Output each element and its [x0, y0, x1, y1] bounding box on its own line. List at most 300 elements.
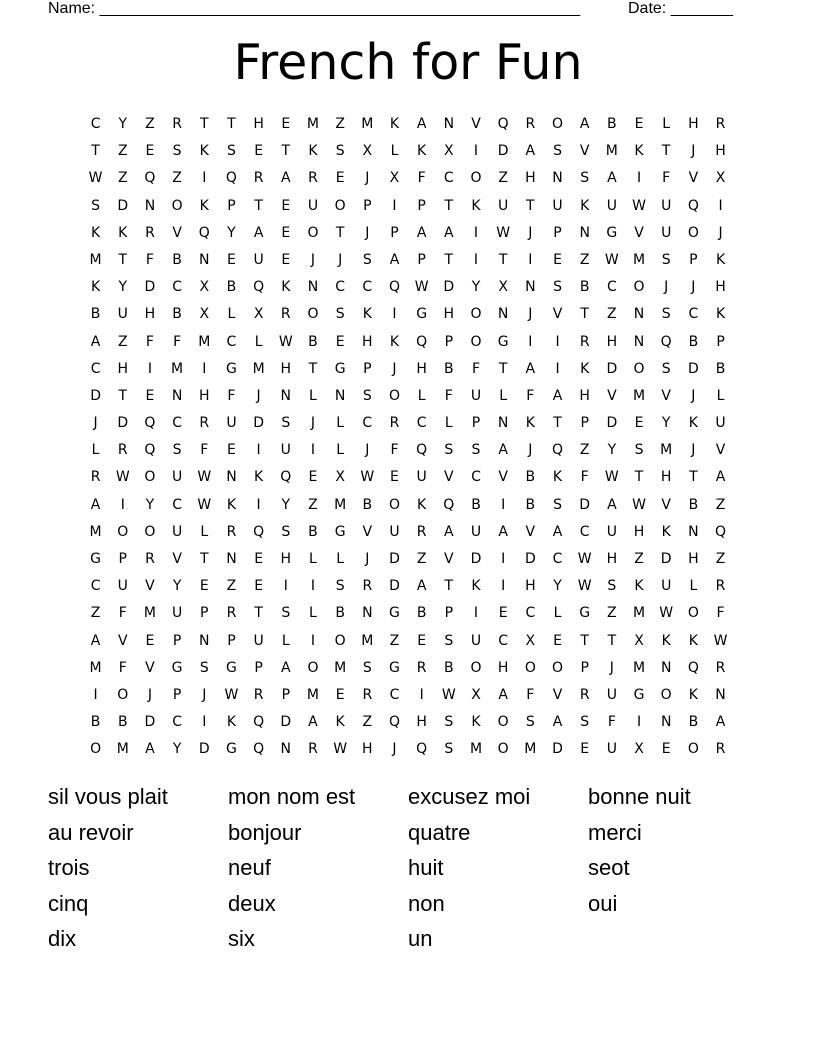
grid-letter: F [662, 170, 671, 187]
grid-letter: J [202, 686, 207, 703]
grid-row [82, 111, 734, 138]
grid-letter: S [471, 442, 481, 459]
grid-letter: K [417, 143, 427, 160]
grid-letter: U [307, 197, 319, 214]
grid-letter: X [253, 306, 264, 323]
grid-letter: R [90, 469, 101, 486]
grid-letter: D [579, 496, 591, 513]
word-list-item: excusez moi [408, 784, 531, 809]
grid-letter: X [634, 632, 644, 649]
grid-letter: R [362, 686, 373, 703]
grid-letter: A [253, 224, 264, 241]
grid-letter: D [144, 279, 156, 296]
grid-letter: K [471, 714, 481, 731]
grid-letter: G [171, 659, 183, 676]
grid-letter: L [390, 143, 399, 160]
grid-letter: Q [253, 279, 265, 296]
grid-letter: E [199, 578, 209, 595]
grid-letter: S [580, 170, 590, 187]
grid-letter: F [607, 714, 616, 731]
grid-letter: C [90, 578, 101, 595]
grid-letter: N [226, 469, 237, 486]
grid-letter: O [90, 741, 102, 758]
grid-letter: O [307, 306, 319, 323]
grid-letter: T [526, 197, 535, 214]
grid-letter: G [579, 605, 591, 622]
grid-letter: C [498, 632, 509, 649]
grid-letter: K [471, 197, 481, 214]
grid-letter: G [497, 333, 509, 350]
grid-letter: O [470, 170, 482, 187]
grid-letter: E [553, 632, 562, 649]
grid-row [82, 383, 734, 410]
word-list-item: au revoir [48, 819, 134, 845]
grid-letter: I [202, 170, 207, 187]
grid-letter: I [147, 360, 152, 377]
grid-letter: E [580, 741, 590, 758]
grid-letter: D [144, 714, 156, 731]
grid-letter: I [528, 251, 533, 268]
grid-letter: N [660, 659, 672, 676]
grid-letter: A [90, 632, 101, 649]
grid-letter: I [392, 197, 397, 214]
grid-letter: L [254, 333, 263, 350]
grid-letter: T [118, 251, 128, 268]
grid-letter: S [661, 251, 671, 268]
grid-letter: A [552, 523, 563, 540]
grid-row [82, 410, 734, 437]
grid-letter: E [254, 578, 264, 595]
grid-letter: U [661, 197, 672, 214]
grid-letter: K [634, 143, 644, 160]
grid-letter: T [308, 360, 318, 377]
word-search-grid [82, 111, 734, 764]
grid-letter: V [172, 551, 182, 567]
grid-letter: U [253, 632, 264, 649]
grid-row [82, 546, 734, 573]
grid-letter: S [444, 442, 454, 459]
grid-letter: I [473, 251, 479, 268]
grid-letter: H [144, 306, 156, 323]
grid-letter: Z [715, 551, 726, 567]
grid-letter: K [552, 469, 563, 486]
grid-letter: I [283, 578, 288, 595]
grid-letter: P [390, 224, 399, 241]
grid-letter: I [636, 714, 642, 731]
grid-letter: N [280, 741, 292, 758]
grid-letter: G [334, 360, 346, 377]
grid-letter: S [362, 659, 372, 676]
grid-letter: R [579, 333, 590, 350]
grid-letter: C [416, 415, 427, 432]
grid-letter: N [552, 170, 563, 187]
grid-letter: O [687, 741, 699, 758]
grid-letter: Z [117, 143, 128, 160]
grid-letter: J [664, 279, 669, 296]
grid-letter: S [444, 632, 454, 649]
grid-letter: U [661, 224, 672, 241]
grid-letter: X [335, 469, 345, 486]
grid-letter: C [335, 279, 346, 296]
grid-letter: S [281, 605, 291, 622]
grid-letter: C [362, 279, 373, 296]
grid-letter: N [171, 387, 183, 404]
grid-letter: I [202, 360, 207, 377]
grid-letter: W [441, 686, 456, 703]
grid-letter: K [281, 279, 291, 296]
grid-letter: O [551, 659, 564, 676]
grid-letter: V [552, 306, 563, 323]
grid-letter: R [362, 578, 373, 595]
date-field-label: Date: _______ [628, 0, 733, 17]
grid-letter: J [691, 442, 696, 459]
grid-letter: K [199, 143, 209, 160]
grid-letter: U [470, 523, 482, 540]
grid-letter: A [444, 224, 454, 241]
grid-letter: C [579, 523, 590, 540]
word-list-item: quatre [408, 819, 471, 845]
grid-letter: R [308, 741, 318, 758]
grid-letter: T [91, 143, 100, 160]
grid-letter: E [145, 632, 155, 649]
grid-letter: Q [280, 469, 292, 486]
grid-letter: G [90, 551, 102, 567]
grid-letter: J [256, 387, 261, 404]
grid-letter: B [90, 714, 101, 731]
grid-letter: O [687, 224, 699, 241]
grid-letter: H [606, 333, 618, 350]
grid-letter: P [227, 197, 236, 214]
grid-row [82, 220, 734, 247]
grid-letter: D [660, 551, 672, 567]
grid-letter: C [226, 333, 237, 350]
grid-letter: K [471, 578, 481, 595]
grid-letter: S [525, 714, 535, 731]
grid-letter: R [253, 686, 264, 703]
grid-letter: L [309, 605, 317, 622]
grid-letter: B [444, 360, 454, 377]
grid-letter: T [607, 632, 617, 649]
grid-letter: P [553, 224, 562, 241]
grid-letter: N [660, 714, 672, 731]
grid-letter: R [308, 170, 318, 187]
grid-letter: B [579, 279, 590, 296]
grid-letter: A [498, 523, 508, 540]
grid-letter: Z [308, 496, 318, 513]
grid-letter: A [498, 686, 508, 703]
grid-letter: O [633, 279, 645, 296]
grid-letter: M [143, 605, 156, 622]
grid-letter: T [254, 197, 263, 214]
grid-letter: C [443, 170, 454, 187]
grid-letter: C [90, 116, 101, 132]
grid-letter: L [309, 387, 317, 404]
grid-letter: W [360, 469, 375, 486]
grid-letter: F [417, 170, 426, 187]
name-field-label: Name: ______________________________________________________ [48, 0, 581, 17]
grid-letter: R [715, 741, 726, 758]
grid-letter: D [606, 415, 618, 432]
word-list-item: sil vous plait [48, 784, 168, 809]
grid-letter: S [172, 143, 182, 160]
grid-letter: Z [90, 605, 101, 622]
grid-letter: V [661, 387, 671, 404]
grid-letter: I [528, 333, 533, 350]
grid-letter: O [307, 659, 319, 676]
word-list-item: merci [588, 819, 642, 845]
header [48, 0, 748, 20]
grid-letter: R [715, 659, 726, 676]
grid-letter: G [334, 523, 346, 540]
grid-letter: D [389, 578, 400, 595]
grid-letter: W [713, 632, 728, 649]
grid-letter: G [633, 686, 645, 703]
grid-letter: N [497, 306, 509, 323]
grid-letter: L [444, 415, 453, 432]
grid-letter: G [226, 741, 237, 758]
grid-letter: M [306, 686, 319, 703]
grid-letter: T [580, 306, 589, 323]
grid-letter: I [473, 143, 479, 160]
grid-letter: U [498, 197, 509, 214]
grid-letter: Z [389, 632, 400, 649]
grid-letter: K [90, 279, 101, 296]
grid-letter: H [525, 170, 536, 187]
word-list-item: six [228, 926, 255, 951]
grid-letter: B [335, 605, 345, 622]
grid-letter: U [171, 605, 183, 622]
grid-letter: I [310, 632, 316, 649]
grid-letter: O [470, 659, 482, 676]
grid-letter: Q [416, 442, 428, 459]
grid-letter: V [362, 523, 373, 540]
grid-letter: V [688, 170, 699, 187]
grid-letter: J [691, 387, 696, 404]
grid-letter: F [526, 387, 535, 404]
grid-letter: S [634, 442, 644, 459]
grid-letter: O [524, 659, 536, 676]
grid-letter: B [688, 496, 699, 513]
grid-letter: N [688, 523, 699, 540]
grid-letter: S [281, 415, 291, 432]
grid-letter: M [171, 360, 184, 377]
grid-letter: D [524, 551, 536, 567]
grid-letter: B [715, 360, 726, 377]
grid-letter: J [528, 306, 533, 323]
grid-letter: B [308, 523, 318, 540]
grid-letter: A [607, 496, 617, 513]
grid-letter: C [525, 605, 536, 622]
grid-letter: U [171, 523, 183, 540]
grid-row [82, 682, 734, 709]
grid-letter: H [117, 360, 129, 377]
grid-letter: U [470, 387, 482, 404]
grid-letter: W [333, 741, 348, 758]
grid-letter: V [579, 143, 590, 160]
grid-row [82, 709, 734, 736]
grid-letter: K [661, 523, 671, 540]
grid-letter: D [253, 415, 264, 432]
grid-letter: L [553, 605, 562, 622]
grid-letter: W [197, 496, 212, 513]
grid-letter: K [715, 251, 726, 268]
word-list-item: oui [588, 890, 618, 916]
grid-letter: C [606, 279, 617, 296]
grid-letter: O [633, 360, 645, 377]
grid-letter: P [118, 551, 127, 567]
grid-letter: V [525, 523, 536, 540]
word-list-item: neuf [228, 855, 271, 880]
grid-letter: H [660, 469, 672, 486]
grid-letter: U [715, 415, 726, 432]
grid-letter: W [278, 333, 293, 350]
grid-letter: B [226, 279, 237, 296]
grid-letter: C [688, 306, 699, 323]
grid-letter: K [688, 632, 698, 649]
grid-letter: S [199, 659, 209, 676]
grid-letter: N [307, 279, 319, 296]
grid-letter: Z [715, 496, 726, 513]
grid-letter: Q [144, 415, 156, 432]
grid-letter: Q [253, 714, 265, 731]
grid-letter: P [254, 659, 263, 676]
grid-letter: E [335, 333, 345, 350]
grid-letter: R [389, 415, 400, 432]
grid-letter: E [254, 143, 264, 160]
grid-letter: B [416, 605, 427, 622]
word-list [48, 779, 768, 957]
grid-letter: S [91, 197, 101, 214]
grid-letter: Z [117, 333, 128, 350]
grid-letter: Z [607, 605, 617, 622]
grid-letter: K [226, 714, 237, 731]
grid-letter: P [716, 333, 725, 350]
grid-letter: S [661, 360, 671, 377]
grid-letter: Y [145, 496, 155, 513]
grid-letter: X [362, 143, 373, 160]
grid-letter: O [660, 686, 672, 703]
grid-letter: K [308, 143, 318, 160]
grid-letter: S [553, 496, 562, 513]
grid-letter: G [416, 306, 428, 323]
grid-letter: A [579, 116, 590, 132]
grid-letter: D [117, 415, 129, 432]
grid-letter: F [390, 442, 399, 459]
grid-letter: C [90, 360, 101, 377]
grid-letter: J [691, 279, 696, 296]
grid-letter: M [524, 741, 537, 758]
grid-letter: V [552, 686, 563, 703]
grid-letter: Q [497, 116, 509, 132]
grid-letter: J [718, 224, 723, 241]
grid-letter: L [662, 116, 671, 132]
grid-letter: H [525, 578, 536, 595]
grid-letter: T [335, 224, 345, 241]
grid-letter: V [498, 469, 508, 486]
grid-letter: N [633, 306, 645, 323]
grid-letter: H [688, 551, 699, 567]
page-title: French for Fun [233, 34, 583, 91]
grid-letter: P [444, 605, 454, 622]
grid-letter: F [145, 333, 154, 350]
grid-letter: T [634, 469, 644, 486]
grid-letter: K [580, 197, 590, 214]
grid-letter: I [419, 686, 424, 703]
grid-letter: F [444, 387, 453, 404]
grid-letter: P [363, 197, 372, 214]
grid-letter: U [606, 741, 617, 758]
grid-letter: B [688, 714, 699, 731]
grid-letter: A [416, 224, 427, 241]
grid-letter: J [609, 659, 614, 676]
grid-letter: V [444, 551, 454, 567]
grid-row [82, 519, 734, 546]
grid-letter: R [715, 578, 726, 595]
grid-letter: T [281, 143, 291, 160]
grid-letter: U [253, 251, 264, 268]
grid-letter: L [336, 551, 345, 567]
grid-letter: I [310, 442, 316, 459]
word-list-item: huit [408, 855, 444, 880]
grid-letter: I [310, 578, 316, 595]
grid-letter: I [501, 551, 506, 567]
grid-letter: U [117, 578, 128, 595]
grid-letter: J [528, 442, 533, 459]
grid-letter: X [471, 686, 481, 703]
grid-letter: E [145, 143, 155, 160]
grid-letter: M [89, 659, 102, 676]
grid-letter: Y [553, 578, 562, 595]
grid-letter: G [226, 659, 237, 676]
grid-row [82, 492, 734, 519]
grid-letter: Q [253, 741, 265, 758]
grid-letter: B [525, 469, 536, 486]
grid-letter: S [227, 143, 236, 160]
grid-letter: E [390, 469, 399, 486]
grid-letter: P [172, 686, 182, 703]
grid-letter: R [199, 415, 210, 432]
grid-letter: O [307, 224, 319, 241]
grid-letter: J [392, 741, 397, 758]
grid-letter: U [226, 415, 237, 432]
grid-letter: R [715, 116, 726, 132]
grid-letter: M [605, 143, 618, 160]
grid-letter: K [335, 714, 345, 731]
grid-letter: M [89, 523, 102, 540]
grid-letter: M [252, 360, 265, 377]
grid-letter: A [552, 714, 563, 731]
grid-letter: H [633, 523, 645, 540]
grid-letter: L [309, 551, 317, 567]
grid-letter: P [417, 197, 426, 214]
grid-letter: A [308, 714, 318, 731]
grid-letter: E [281, 251, 291, 268]
grid-letter: T [689, 469, 698, 486]
grid-letter: H [199, 387, 210, 404]
grid-letter: N [334, 387, 346, 404]
grid-letter: T [580, 632, 589, 649]
grid-letter: I [501, 578, 506, 595]
grid-letter: U [470, 632, 482, 649]
grid-letter: I [256, 442, 261, 459]
grid-letter: F [716, 605, 725, 622]
grid-letter: X [715, 170, 726, 187]
grid-letter: E [254, 551, 264, 567]
grid-letter: Z [634, 551, 644, 567]
grid-letter: S [335, 306, 345, 323]
grid-letter: I [555, 360, 560, 377]
grid-letter: Z [498, 170, 508, 187]
